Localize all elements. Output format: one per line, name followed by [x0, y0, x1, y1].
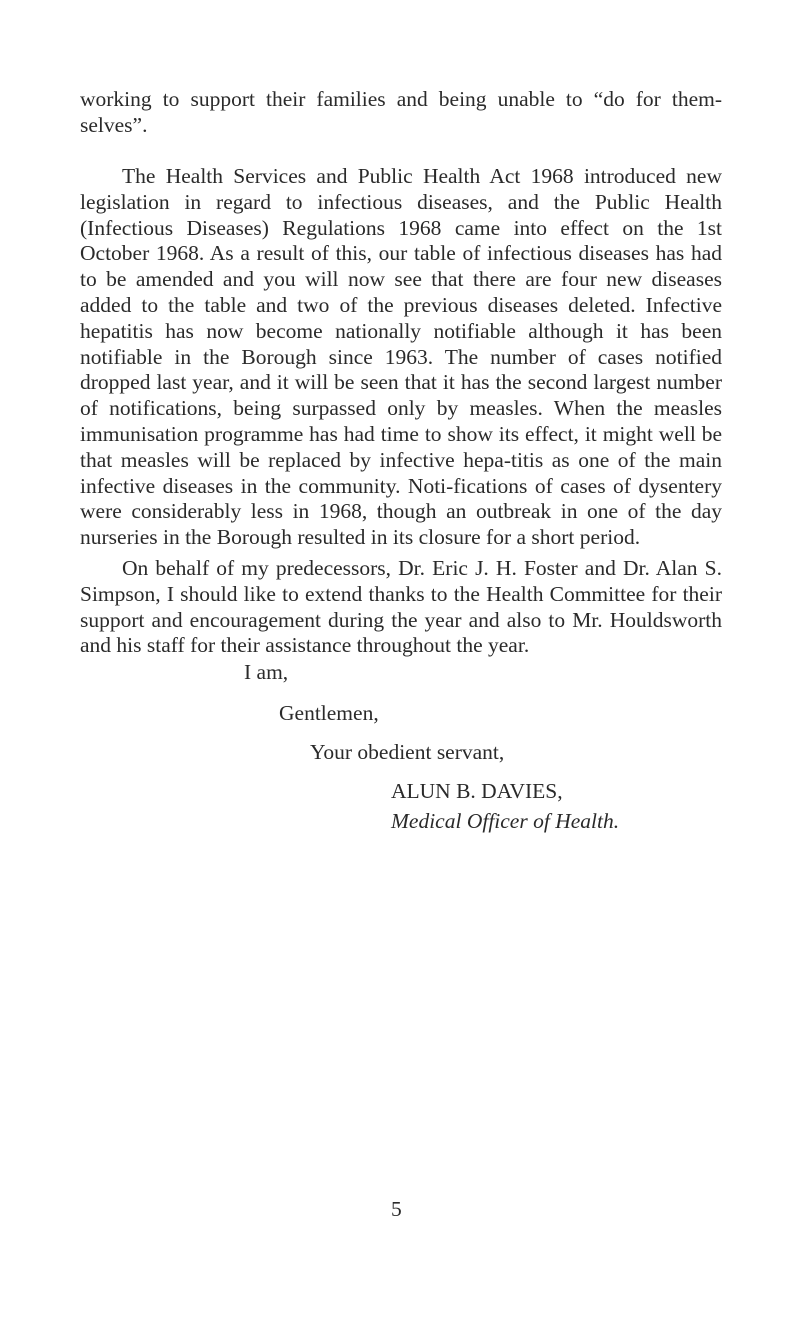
paragraph-continuation: working to support their families and being unable to “do for them-selves”.	[80, 87, 722, 137]
signatory-name: ALUN B. DAVIES,	[391, 779, 563, 803]
closing-i-am: I am,	[244, 660, 289, 684]
closing-salutation: Gentlemen,	[279, 701, 379, 725]
closing-valediction: Your obedient servant,	[310, 740, 505, 764]
signatory-title: Medical Officer of Health.	[391, 809, 620, 833]
paragraph-thanks: On behalf of my predecessors, Dr. Eric J. H. Foster and Dr. Alan S. Simpson, I should like to extend thanks to the Health Committee for their support and encouragement during the year and also to Mr. Houldsworth and his staff for their assistance throughout the year.	[80, 556, 722, 658]
page-number: 5	[391, 1197, 402, 1221]
paragraph-infectious-diseases: The Health Services and Public Health Act 1968 introduced new legislation in regard to infectious diseases, and the Public Health (Infectious Diseases) Regulations 1968 came into effect on the 1st October 1968. As a result of this, our table of infectious diseases has had to be amended and you will now see that there are four new diseases added to the table and two of the previous diseases deleted. Infective hepatitis has now become nationally notifiable although it has been notifiable in the Borough since 1963. The number of cases notified dropped last year, and it will be seen that it has the second largest number of notifications, being surpassed only by measles. When the measles immunisation programme has had time to show its effect, it might well be that measles will be replaced by infective hepa-titis as one of the main infective diseases in the community. Noti-fications of cases of dysentery were considerably less in 1968, though an outbreak in one of the day nurseries in the Borough resulted in its closure for a short period.	[80, 164, 722, 550]
